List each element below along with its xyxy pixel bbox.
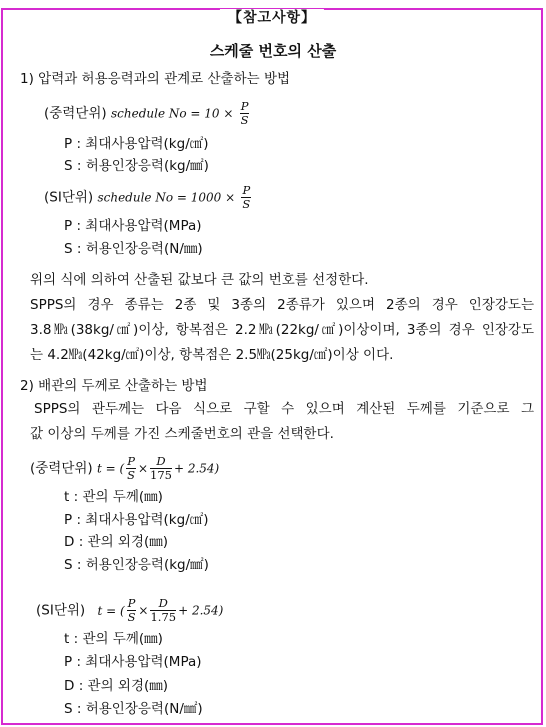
var-line: D : 관의 외경(㎜) xyxy=(64,678,169,694)
var-line: P : 최대사용압력(kg/㎠) xyxy=(64,136,209,152)
var-line: t : 관의 두께(㎜) xyxy=(64,631,163,647)
section2-heading: 2) 배관의 두께로 산출하는 방법 xyxy=(20,378,208,394)
unit-label: (SI단위) xyxy=(44,189,94,206)
section2-gravity-formula: (중력단위) t = ( $\frac{P}{S}$ × $\frac{D}{175}$ + 2.54) xyxy=(30,454,220,482)
formula-text: schedule No = 1000 × xyxy=(97,190,236,205)
section1-si-formula xyxy=(44,184,253,211)
var-line: D : 관의 외경(㎜) xyxy=(64,534,169,550)
var-line: S : 허용인장응력(kg/㎟) xyxy=(64,557,209,573)
unit-label: (중력단위) xyxy=(30,460,93,477)
unit-label: (SI단위) xyxy=(36,602,86,619)
note-tag: 【참고사항】 xyxy=(220,9,324,27)
section2-si-formula: (SI단위) t = ( $\frac{P}{S}$ × $\frac{D}{1.75}$ + 2.54) xyxy=(36,596,224,624)
var-line: t : 관의 두께(㎜) xyxy=(64,489,163,505)
var-line: P : 최대사용압력(MPa) xyxy=(64,218,202,234)
var-line: P : 최대사용압력(kg/㎠) xyxy=(64,512,209,528)
section2-paragraph: SPPS의 관두께는 다음 식으로 구할 수 있으며 계산된 두께를 기준으로 그 값 이상의 두께를 가진 스케줄번호의 관을 선택한다. xyxy=(30,401,534,442)
unit-label: (중력단위) xyxy=(44,105,107,122)
fraction: $\frac{P}{S}$ xyxy=(240,99,249,127)
var-line: P : 최대사용압력(MPa) xyxy=(64,654,202,670)
section1-gravity-formula xyxy=(44,100,251,127)
var-line: S : 허용인장응력(N/㎜) xyxy=(64,241,203,257)
formula-text: schedule No = 10 × xyxy=(111,106,234,121)
var-line: S : 허용인장응력(kg/㎟) xyxy=(64,158,209,174)
section1-paragraph: 위의 식에 의하여 산출된 값보다 큰 값의 번호를 선정한다. SPPS의 경우 종류는 2종 및 3종의 2종류가 있으며 2종의 경우 인장강도는 3.8㎫(38kg/㎠)이상, 항복점은 2.2㎫(22kg/㎠)이상이며, 3종의 경우 인장강도 는 4.2㎫(42kg/㎠)이상, 항복점은 2.5㎫(25kg/㎠)이상 이다. xyxy=(30,272,534,363)
fraction: $\frac{P}{S}$ xyxy=(242,183,251,211)
section1-heading: 1) 압력과 허용응력과의 관계로 산출하는 방법 xyxy=(20,71,291,87)
page-title: 스케줄 번호의 산출 xyxy=(209,42,337,60)
var-line: S : 허용인장응력(N/㎟) xyxy=(64,701,203,717)
